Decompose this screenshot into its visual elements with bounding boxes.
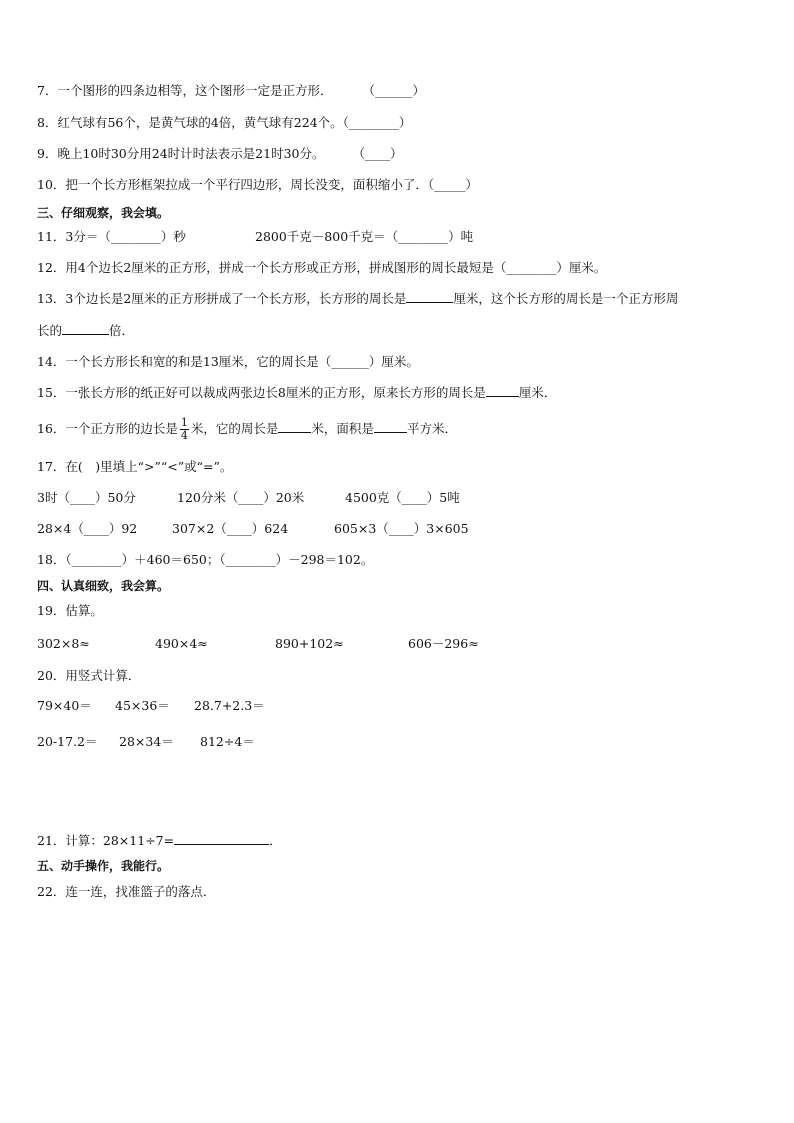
- question-7: 7．一个图形的四条边相等，这个图形一定是正方形． （______）: [37, 83, 425, 98]
- question-17-row1: [37, 490, 460, 506]
- question-17-title: 17．在( )里填上“>”“<”或“=”。: [37, 459, 233, 474]
- calc-item[interactable]: 28×34＝: [119, 734, 174, 749]
- compare-item[interactable]: 3时（____）50分: [37, 490, 136, 505]
- compare-item[interactable]: 307×2（____）624: [172, 521, 289, 536]
- question-17-row2: [37, 521, 469, 537]
- compare-item[interactable]: 120分米（____）20米: [177, 490, 305, 505]
- answer-blank-15[interactable]: [486, 395, 519, 397]
- question-11: [37, 229, 473, 245]
- question-20-row2: [37, 734, 255, 750]
- question-20-title: 20．用竖式计算．: [37, 668, 141, 683]
- question-13-line1: 13．3个边长是2厘米的正方形拼成了一个长方形，长方形的周长是 厘米，这个长方形的周长是一个正方形周: [37, 291, 679, 306]
- answer-blank-9[interactable]: （____）: [352, 146, 403, 161]
- section-3-heading: 三、仔细观察，我会填。: [37, 206, 170, 220]
- question-19-items: [37, 636, 479, 652]
- compare-item[interactable]: 4500克（____）5吨: [345, 490, 460, 505]
- question-10: 10．把一个长方形框架拉成一个平行四边形，周长没变，面积缩小了．（_____）: [37, 177, 478, 192]
- question-22: 22．连一连，找准篮子的落点．: [37, 884, 216, 899]
- question-11-b[interactable]: 2800千克－800千克＝（________）吨: [255, 229, 474, 244]
- question-21: 21．计算：28×11÷7= ．: [37, 833, 282, 848]
- calc-item[interactable]: 812÷4＝: [200, 734, 255, 749]
- calc-item[interactable]: 45×36＝: [115, 698, 170, 713]
- question-13-line2: 长的 倍．: [37, 323, 135, 338]
- question-12[interactable]: 12．用4个边长2厘米的正方形，拼成一个长方形或正方形，拼成图形的周长最短是（________）厘米。: [37, 260, 607, 275]
- answer-blank-13a[interactable]: [406, 301, 453, 303]
- question-19-title: 19．估算。: [37, 603, 103, 618]
- section-5-heading: 五、动手操作，我能行。: [37, 859, 170, 873]
- compare-item[interactable]: 28×4（____）92: [37, 521, 138, 536]
- question-16: 16．一个正方形的边长是 $\frac{1}{4}$ 米，它的周长是 米，面积是 平方米．: [37, 416, 457, 442]
- estimate-item[interactable]: 890+102≈: [275, 636, 344, 651]
- question-14[interactable]: 14．一个长方形长和宽的和是13厘米，它的周长是（______）厘米。: [37, 354, 419, 369]
- estimate-item[interactable]: 302×8≈: [37, 636, 90, 651]
- answer-blank-16b[interactable]: [374, 431, 407, 433]
- section-4-heading: 四、认真细致，我会算。: [37, 579, 170, 593]
- calc-item[interactable]: 79×40＝: [37, 698, 92, 713]
- question-18[interactable]: 18．（________）＋460＝650；（________）－298＝102。: [37, 552, 374, 567]
- answer-blank-13b[interactable]: [62, 333, 109, 335]
- answer-blank-21[interactable]: [174, 843, 269, 845]
- answer-blank-8[interactable]: （________）: [342, 115, 412, 130]
- answer-blank-7[interactable]: （______）: [362, 83, 425, 98]
- compare-item[interactable]: 605×3（____）3×605: [334, 521, 469, 536]
- question-9: 9．晚上10时30分用24时计时法表示是21时30分。 （____）: [37, 146, 403, 161]
- question-15: 15．一张长方形的纸正好可以裁成两张边长8厘米的正方形，原来长方形的周长是 厘米．: [37, 385, 557, 400]
- calc-item[interactable]: 28.7+2.3＝: [194, 698, 265, 713]
- answer-blank-10[interactable]: （_____）: [427, 177, 478, 192]
- fraction-one-quarter: $\frac{1}{4}$: [180, 416, 188, 442]
- answer-blank-16a[interactable]: [278, 431, 311, 433]
- calc-item[interactable]: 20-17.2＝: [37, 734, 98, 749]
- estimate-item[interactable]: 606－296≈: [408, 636, 479, 651]
- question-20-row1: [37, 698, 265, 714]
- question-8: 8．红气球有56个，是黄气球的4倍，黄气球有224个。（________）: [37, 115, 412, 130]
- question-11-a[interactable]: 11．3分＝（________）秒: [37, 229, 186, 244]
- estimate-item[interactable]: 490×4≈: [155, 636, 208, 651]
